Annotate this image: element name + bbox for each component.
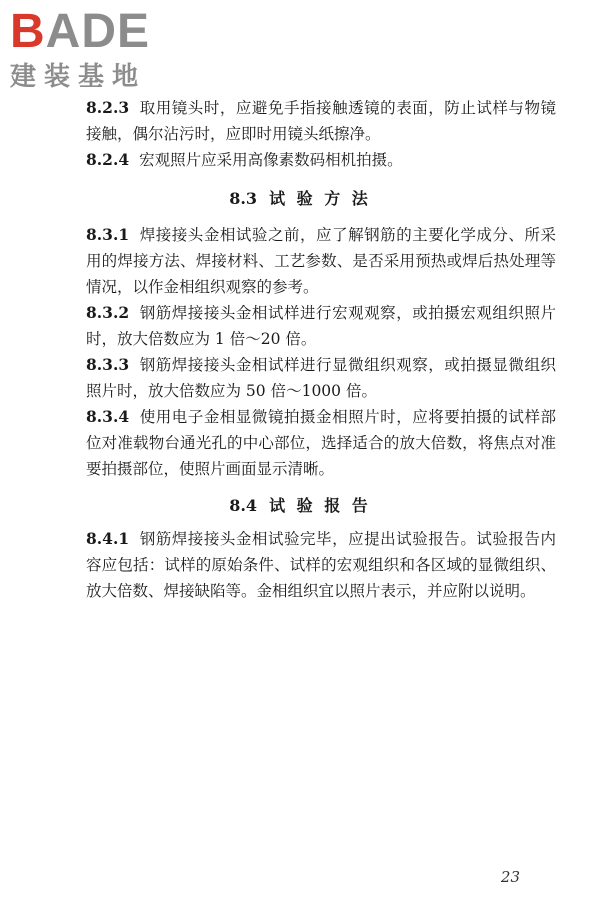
clause-8-3-4: 8.3.4 使用电子金相显微镜拍摄金相照片时，应将要拍摄的试样部位对准载物台通光孔的中心部位，选择适合的放大倍数，将焦点对准要拍摄部位，使照片画面显示清晰。 [86, 407, 556, 478]
page-number: 23 [500, 868, 520, 886]
clause-8-3-2: 8.3.2 钢筋焊接接头金相试样进行宏观观察，或拍摄宏观组织照片时，放大倍数应为 1 倍～20 倍。 [86, 303, 556, 348]
logo-wordmark: BADE [10, 5, 151, 58]
clause-8-2-4: 8.2.4 宏观照片应采用高像素数码相机拍摄。 [86, 150, 403, 169]
bade-logo [10, 4, 180, 96]
section-heading-8-4: 8.4 试 验 报 告 [229, 496, 371, 515]
clause-8-2-3: 8.2.3 取用镜头时，应避免手指接触透镜的表面，防止试样与物镜接触，偶尔沾污时，应即时用镜头纸擦净。 [86, 98, 556, 143]
clause-8-4-1: 8.4.1 钢筋焊接接头金相试验完毕，应提出试验报告。试验报告内容应包括：试样的原始条件、试样的宏观组织和各区域的显微组织、放大倍数、焊接缺陷等。金相组织宜以照片表示，并应附以说明。 [86, 529, 556, 600]
clause-8-3-3: 8.3.3 钢筋焊接接头金相试样进行显微组织观察，或拍摄显微组织照片时，放大倍数应为 50 倍～1000 倍。 [86, 355, 556, 400]
logo-subtitle: 建装基地 [10, 62, 147, 92]
clause-8-3-1: 8.3.1 焊接接头金相试验之前，应了解钢筋的主要化学成分、所采用的焊接方法、焊接材料、工艺参数、是否采用预热或焊后热处理等情况，以作金相组织观察的参考。 [86, 225, 556, 296]
section-heading-8-3: 8.3 试 验 方 法 [229, 189, 371, 208]
